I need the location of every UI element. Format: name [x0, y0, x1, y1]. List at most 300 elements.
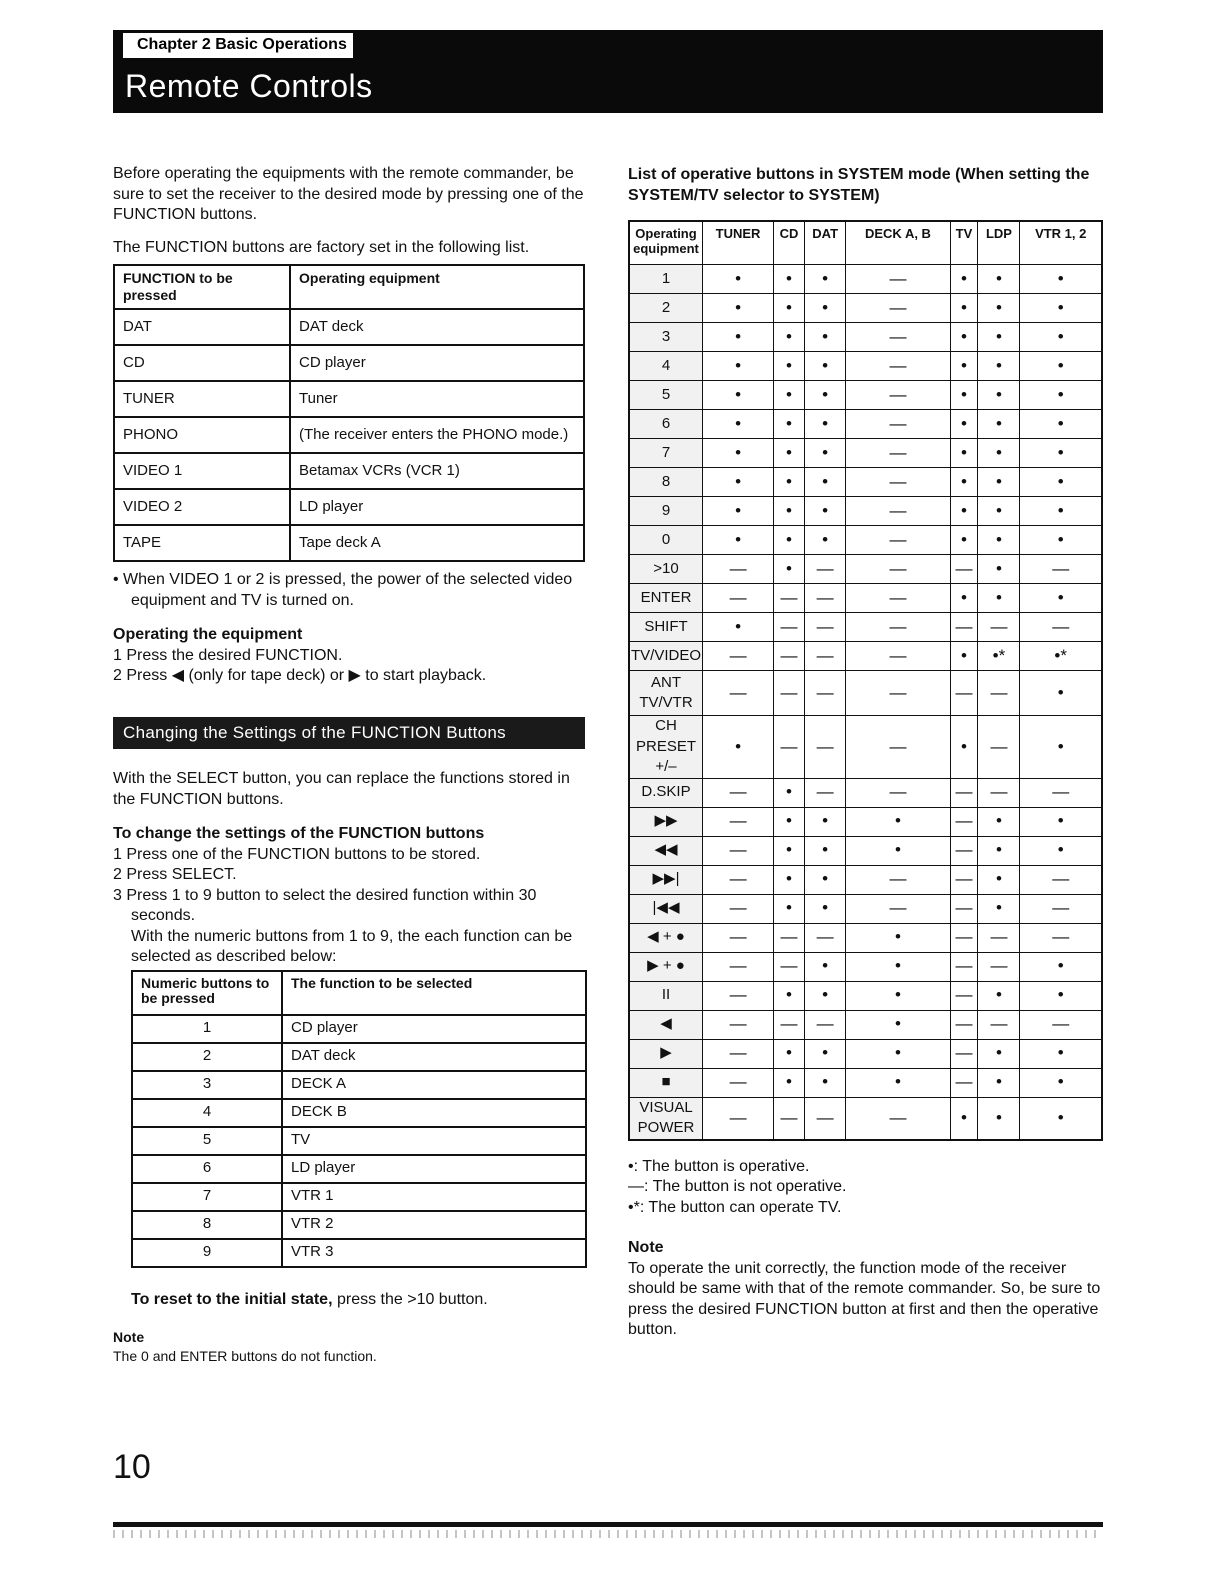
right-note-label: Note — [628, 1239, 664, 1256]
table-cell: • — [1020, 1068, 1102, 1097]
table-row — [114, 453, 584, 489]
table-row — [629, 1010, 1102, 1039]
table-cell: — — [978, 923, 1020, 952]
table-header-cell: DAT — [804, 221, 846, 265]
table-row — [629, 613, 1102, 642]
table-cell: — — [703, 923, 774, 952]
table-cell: — — [703, 981, 774, 1010]
table-cell: — — [950, 1068, 978, 1097]
table-row — [132, 1155, 586, 1183]
table-cell: — — [950, 952, 978, 981]
table-cell: • — [978, 294, 1020, 323]
table-cell: Betamax VCRs (VCR 1) — [290, 453, 584, 489]
button-name-cell: ■ — [629, 1068, 703, 1097]
table-row — [132, 1015, 586, 1043]
table-header-row — [629, 221, 1102, 265]
left-column — [113, 164, 588, 1366]
operating-heading: Operating the equipment — [113, 626, 303, 643]
table-header-cell: VTR 1, 2 — [1020, 221, 1102, 265]
table-cell: • — [774, 778, 805, 807]
table-cell: — — [703, 1010, 774, 1039]
button-name-cell: ▶▶ — [629, 807, 703, 836]
table-cell: 5 — [132, 1127, 282, 1155]
function-table — [113, 264, 585, 562]
table-cell: LD player — [290, 489, 584, 525]
table-cell: — — [950, 894, 978, 923]
table-row — [629, 410, 1102, 439]
table-row — [629, 381, 1102, 410]
table-header-cell: CD — [774, 221, 805, 265]
table-cell: • — [703, 468, 774, 497]
function-table-body — [114, 309, 584, 561]
table-cell: 8 — [132, 1211, 282, 1239]
table-row — [629, 497, 1102, 526]
table-cell: • — [1020, 439, 1102, 468]
table-cell: • — [804, 410, 846, 439]
table-cell: • — [1020, 265, 1102, 294]
button-name-cell: ◀ — [629, 1010, 703, 1039]
system-table-body — [629, 265, 1102, 1140]
table-cell: DAT deck — [290, 309, 584, 345]
video-note: • When VIDEO 1 or 2 is pressed, the power of the selected video equipment and TV is turned on. — [113, 571, 573, 609]
table-cell: — — [978, 613, 1020, 642]
table-cell: • — [1020, 716, 1102, 779]
table-cell: • — [804, 526, 846, 555]
button-name-cell: SHIFT — [629, 613, 703, 642]
table-cell: • — [703, 323, 774, 352]
table-cell: — — [846, 294, 950, 323]
table-cell: • — [846, 836, 950, 865]
table-cell: • — [774, 836, 805, 865]
table-cell: Tuner — [290, 381, 584, 417]
table-cell: — — [774, 584, 805, 613]
table-cell: • — [804, 439, 846, 468]
table-cell: • — [774, 555, 805, 584]
system-mode-table — [628, 220, 1103, 1141]
table-cell: — — [846, 468, 950, 497]
button-name-cell: ▶ — [629, 1039, 703, 1068]
table-cell: • — [978, 981, 1020, 1010]
table-cell: • — [846, 807, 950, 836]
intro-paragraph: Before operating the equipments with the remote commander, be sure to set the receiver to the desired mode by pressing one of the FUNCTION buttons. — [113, 165, 584, 223]
table-cell: — — [846, 716, 950, 779]
table-header-cell: TV — [950, 221, 978, 265]
table-row — [132, 1099, 586, 1127]
table-cell: DECK B — [282, 1099, 586, 1127]
table-cell: — — [950, 555, 978, 584]
table-cell: • — [846, 923, 950, 952]
table-header-cell: Numeric buttons to be pressed — [132, 971, 282, 1015]
table-cell: • — [950, 526, 978, 555]
table-cell: — — [846, 497, 950, 526]
table-cell: • — [703, 497, 774, 526]
button-name-cell: II — [629, 981, 703, 1010]
right-note-text: To operate the unit correctly, the function mode of the receiver should be same with that of the remote commander. So, be sure to press the desired FUNCTION button at first and then the operative button. — [628, 1259, 1101, 1338]
table-cell: • — [774, 468, 805, 497]
table-cell: — — [846, 555, 950, 584]
table-cell: • — [978, 439, 1020, 468]
table-cell: — — [703, 952, 774, 981]
table-cell: • — [1020, 294, 1102, 323]
table-cell: — — [846, 323, 950, 352]
table-cell: — — [1020, 923, 1102, 952]
table-row — [629, 981, 1102, 1010]
table-cell: — — [703, 807, 774, 836]
table-cell: • — [774, 410, 805, 439]
step-item: 3 Press 1 to 9 button to select the desired function within 30 seconds. — [113, 886, 537, 924]
section-banner: Changing the Settings of the FUNCTION Buttons — [113, 717, 585, 750]
table-cell: • — [1020, 526, 1102, 555]
change-extra: With the numeric buttons from 1 to 9, the each function can be selected as described below: — [131, 927, 573, 965]
step-item: 2 Press SELECT. — [113, 866, 237, 883]
table-cell: • — [950, 1097, 978, 1140]
table-cell: • — [804, 894, 846, 923]
table-cell: • — [804, 265, 846, 294]
table-cell: — — [846, 671, 950, 716]
left-note — [113, 1328, 588, 1366]
table-cell: — — [1020, 613, 1102, 642]
table-cell: • — [703, 526, 774, 555]
step-item: 2 Press ◀ (only for tape deck) or ▶ to start playback. — [113, 667, 487, 684]
button-name-cell: ◀◀ — [629, 836, 703, 865]
table-cell: — — [846, 265, 950, 294]
table-cell: — — [846, 381, 950, 410]
table-cell: — — [950, 778, 978, 807]
table-cell: PHONO — [114, 417, 290, 453]
table-cell: • — [804, 352, 846, 381]
table-cell: • — [950, 468, 978, 497]
table-cell: — — [804, 671, 846, 716]
table-cell: • — [1020, 497, 1102, 526]
table-cell: — — [804, 1010, 846, 1039]
table-row — [629, 352, 1102, 381]
button-name-cell: 9 — [629, 497, 703, 526]
table-header-cell: LDP — [978, 221, 1020, 265]
table-cell: • — [774, 381, 805, 410]
table-cell: — — [804, 716, 846, 779]
table-header-row — [114, 265, 584, 309]
table-cell: — — [846, 1097, 950, 1140]
table-row — [629, 894, 1102, 923]
table-cell: • — [950, 265, 978, 294]
table-cell: • — [774, 807, 805, 836]
table-cell: • — [774, 1039, 805, 1068]
table-cell: • — [804, 294, 846, 323]
button-name-cell: 8 — [629, 468, 703, 497]
table-cell: • — [978, 526, 1020, 555]
chapter-label: Chapter 2 Basic Operations — [123, 33, 353, 58]
legend-item: •*: The button can operate TV. — [628, 1198, 842, 1216]
table-cell: — — [978, 778, 1020, 807]
table-cell: • — [774, 894, 805, 923]
table-cell: • — [804, 323, 846, 352]
table-cell: — — [950, 1039, 978, 1068]
table-cell: • — [978, 836, 1020, 865]
table-row — [629, 584, 1102, 613]
table-cell: • — [950, 439, 978, 468]
table-row — [629, 323, 1102, 352]
table-cell: • — [950, 584, 978, 613]
numeric-table-body — [132, 1015, 586, 1267]
table-row — [114, 381, 584, 417]
table-row — [114, 489, 584, 525]
factory-set-paragraph: The FUNCTION buttons are factory set in the following list. — [113, 238, 530, 256]
legend-item: •: The button is operative. — [628, 1157, 810, 1175]
table-header-cell: FUNCTION to be pressed — [114, 265, 290, 309]
table-row — [114, 309, 584, 345]
button-name-cell: ENTER — [629, 584, 703, 613]
table-cell: • — [1020, 410, 1102, 439]
table-cell: — — [703, 778, 774, 807]
table-cell: — — [804, 778, 846, 807]
table-cell: • — [1020, 1097, 1102, 1140]
table-cell: — — [978, 952, 1020, 981]
table-cell: — — [774, 671, 805, 716]
table-cell: • — [978, 265, 1020, 294]
table-cell: • — [774, 497, 805, 526]
table-cell: — — [703, 1068, 774, 1097]
table-cell: — — [846, 410, 950, 439]
table-cell: • — [846, 1039, 950, 1068]
left-note-text: The 0 and ENTER buttons do not function. — [113, 1348, 377, 1364]
table-row — [629, 671, 1102, 716]
footer-rule — [113, 1522, 1103, 1527]
table-cell: • — [774, 439, 805, 468]
table-cell: • — [703, 439, 774, 468]
button-name-cell: 0 — [629, 526, 703, 555]
table-cell: • — [950, 323, 978, 352]
table-cell: — — [804, 1097, 846, 1140]
table-cell: • — [703, 352, 774, 381]
table-cell: — — [950, 613, 978, 642]
table-cell: — — [703, 642, 774, 671]
table-cell: • — [1020, 323, 1102, 352]
table-cell: 7 — [132, 1183, 282, 1211]
table-cell: — — [774, 923, 805, 952]
table-cell: • — [846, 1010, 950, 1039]
table-cell: • — [1020, 381, 1102, 410]
table-row — [629, 836, 1102, 865]
table-cell: 1 — [132, 1015, 282, 1043]
table-cell: • — [774, 352, 805, 381]
table-row — [629, 952, 1102, 981]
table-cell: — — [978, 716, 1020, 779]
step-item: 1 Press the desired FUNCTION. — [113, 646, 343, 664]
table-cell: • — [978, 1039, 1020, 1068]
table-cell: • — [774, 865, 805, 894]
table-cell: • — [703, 265, 774, 294]
table-cell: • — [774, 981, 805, 1010]
table-cell: • — [774, 1068, 805, 1097]
table-cell: • — [1020, 468, 1102, 497]
table-row — [629, 642, 1102, 671]
table-cell: • — [950, 381, 978, 410]
table-cell: DAT — [114, 309, 290, 345]
table-cell: • — [846, 981, 950, 1010]
table-row — [114, 345, 584, 381]
table-cell: — — [804, 555, 846, 584]
table-cell: • — [804, 1039, 846, 1068]
table-cell: • — [703, 613, 774, 642]
table-row — [629, 807, 1102, 836]
operating-steps — [113, 646, 588, 687]
table-cell: DAT deck — [282, 1043, 586, 1071]
table-cell: — — [774, 613, 805, 642]
table-cell: •* — [1020, 642, 1102, 671]
table-cell: • — [950, 642, 978, 671]
table-row — [629, 294, 1102, 323]
table-cell: — — [950, 807, 978, 836]
table-cell: • — [703, 716, 774, 779]
table-cell: VTR 1 — [282, 1183, 586, 1211]
table-cell: DECK A — [282, 1071, 586, 1099]
table-cell: • — [703, 410, 774, 439]
table-row — [629, 1068, 1102, 1097]
system-heading: List of operative buttons in SYSTEM mode (When setting the SYSTEM/TV selector to SYSTEM) — [628, 166, 1090, 204]
button-name-cell: 7 — [629, 439, 703, 468]
table-cell: — — [978, 1010, 1020, 1039]
table-cell: • — [978, 584, 1020, 613]
button-name-cell: ▶ + ● — [629, 952, 703, 981]
table-cell: — — [703, 584, 774, 613]
reset-instruction — [131, 1290, 588, 1311]
table-cell: • — [950, 294, 978, 323]
page-title: Remote Controls — [125, 68, 373, 104]
table-cell: • — [978, 468, 1020, 497]
table-cell: • — [804, 1068, 846, 1097]
table-cell: — — [846, 352, 950, 381]
table-cell: — — [846, 613, 950, 642]
table-cell: • — [804, 865, 846, 894]
table-cell: • — [978, 807, 1020, 836]
button-name-cell: 3 — [629, 323, 703, 352]
table-cell: • — [774, 526, 805, 555]
table-cell: — — [703, 836, 774, 865]
table-cell: • — [978, 410, 1020, 439]
legend-item: —: The button is not operative. — [628, 1178, 847, 1195]
button-name-cell: 1 — [629, 265, 703, 294]
table-cell: — — [950, 923, 978, 952]
table-cell: 2 — [132, 1043, 282, 1071]
button-name-cell: ANT TV/VTR — [629, 671, 703, 716]
table-cell: — — [846, 865, 950, 894]
table-cell: — — [846, 584, 950, 613]
button-name-cell: VISUAL POWER — [629, 1097, 703, 1140]
table-cell: • — [978, 865, 1020, 894]
table-cell: VTR 2 — [282, 1211, 586, 1239]
table-row — [629, 865, 1102, 894]
button-name-cell: D.SKIP — [629, 778, 703, 807]
table-cell: — — [1020, 894, 1102, 923]
page-number: 10 — [113, 1448, 151, 1486]
table-cell: VIDEO 2 — [114, 489, 290, 525]
footer-noise — [113, 1530, 1103, 1538]
table-cell: VTR 3 — [282, 1239, 586, 1267]
table-cell: — — [950, 671, 978, 716]
table-row — [629, 716, 1102, 779]
table-cell: •* — [978, 642, 1020, 671]
change-steps — [113, 845, 588, 927]
table-cell: • — [804, 807, 846, 836]
button-name-cell: >10 — [629, 555, 703, 584]
table-row — [114, 525, 584, 561]
table-cell: • — [804, 836, 846, 865]
table-cell: LD player — [282, 1155, 586, 1183]
table-cell: • — [978, 323, 1020, 352]
table-cell: TAPE — [114, 525, 290, 561]
table-cell: • — [1020, 981, 1102, 1010]
table-cell: • — [1020, 584, 1102, 613]
button-name-cell: 4 — [629, 352, 703, 381]
legend — [628, 1157, 1108, 1219]
table-header-cell: The function to be selected — [282, 971, 586, 1015]
table-cell: • — [950, 410, 978, 439]
button-name-cell: |◀◀ — [629, 894, 703, 923]
table-cell: • — [978, 555, 1020, 584]
table-cell: • — [774, 294, 805, 323]
table-cell: • — [1020, 952, 1102, 981]
table-cell: 3 — [132, 1071, 282, 1099]
table-cell: — — [774, 642, 805, 671]
table-cell: TUNER — [114, 381, 290, 417]
table-cell: — — [774, 1010, 805, 1039]
table-cell: — — [1020, 555, 1102, 584]
table-cell: • — [804, 952, 846, 981]
table-cell: — — [846, 439, 950, 468]
table-cell: — — [846, 642, 950, 671]
change-heading: To change the settings of the FUNCTION buttons — [113, 825, 485, 842]
table-cell: • — [1020, 807, 1102, 836]
button-name-cell: ◀ + ● — [629, 923, 703, 952]
table-cell: • — [978, 1097, 1020, 1140]
table-cell: — — [804, 613, 846, 642]
table-cell: • — [774, 265, 805, 294]
table-cell: — — [703, 865, 774, 894]
page-header — [113, 30, 1103, 113]
table-cell: — — [703, 555, 774, 584]
step-item: 1 Press one of the FUNCTION buttons to be stored. — [113, 845, 481, 863]
table-row — [629, 468, 1102, 497]
table-row — [629, 1097, 1102, 1140]
table-row — [629, 923, 1102, 952]
button-name-cell: TV/VIDEO — [629, 642, 703, 671]
table-cell: — — [774, 1097, 805, 1140]
table-cell: CD player — [290, 345, 584, 381]
table-cell: — — [804, 642, 846, 671]
table-cell: — — [774, 952, 805, 981]
table-cell: — — [950, 1010, 978, 1039]
table-cell: • — [1020, 1039, 1102, 1068]
table-row — [629, 778, 1102, 807]
reset-bold: To reset to the initial state, — [131, 1290, 333, 1308]
table-cell: • — [950, 716, 978, 779]
table-cell: — — [703, 1039, 774, 1068]
table-header-cell: Operating equipment — [629, 221, 703, 265]
table-cell: — — [1020, 778, 1102, 807]
table-cell: (The receiver enters the PHONO mode.) — [290, 417, 584, 453]
table-cell: • — [804, 381, 846, 410]
table-cell: • — [804, 497, 846, 526]
button-name-cell: ▶▶| — [629, 865, 703, 894]
button-name-cell: CH PRESET +/– — [629, 716, 703, 779]
table-cell: — — [978, 671, 1020, 716]
table-cell: • — [978, 381, 1020, 410]
table-cell: • — [804, 981, 846, 1010]
table-cell: 4 — [132, 1099, 282, 1127]
table-cell: — — [774, 716, 805, 779]
table-cell: 6 — [132, 1155, 282, 1183]
numeric-table — [131, 970, 587, 1268]
